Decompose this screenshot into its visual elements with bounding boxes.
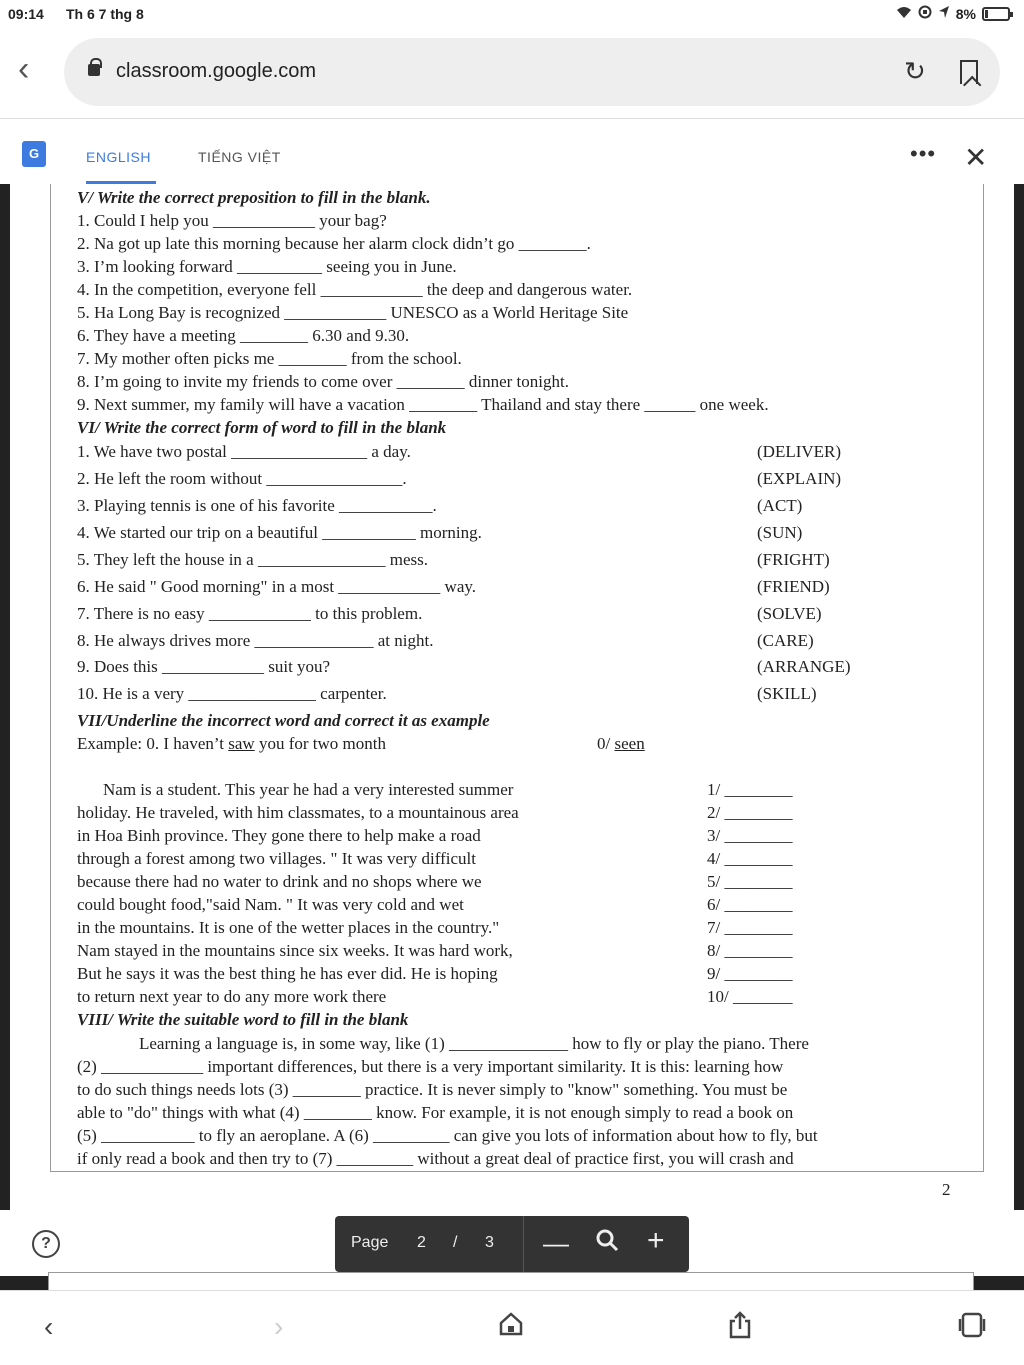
translate-icon: G [22,141,46,167]
answer-line: 7/ ________ [707,918,793,937]
document-page [10,184,1014,1210]
share-icon[interactable] [728,1311,752,1346]
passage-line: through a forest among two villages. " It was very difficult [77,849,476,868]
section-8-line: if only read a book and then try to (7) _________ without a great deal of practice first, you will crash and [77,1149,794,1168]
section-7-example-answer: 0/ seen [597,734,645,753]
help-icon[interactable]: ? [32,1230,60,1258]
section-6-word: (EXPLAIN) [757,469,842,488]
close-icon[interactable]: ✕ [964,142,988,173]
reload-icon[interactable]: ↻ [904,56,926,86]
section-6-item: 9. Does this ____________ suit you? [77,657,331,676]
tab-vietnamese[interactable]: TIẾNG VIỆT [198,149,281,165]
section-5-line: 5. Ha Long Bay is recognized ____________ UNESCO as a World Heritage Site [77,303,629,322]
section-5-line: 7. My mother often picks me ________ from the school. [77,349,462,368]
section-6-item: 4. We started our trip on a beautiful ___________ morning. [77,523,482,542]
section-5-line: 2. Na got up late this morning because her alarm clock didn’t go ________. [77,234,591,253]
location-icon [938,5,950,22]
browser-back-icon[interactable]: ‹ [18,50,30,88]
section-6-word: (SKILL) [757,684,817,703]
page-number: 2 [942,1180,951,1199]
answer-line: 2/ ________ [707,803,793,822]
section-6-word: (SOLVE) [757,604,822,623]
section-7-example: Example: 0. I haven’t saw you for two month [77,734,386,753]
next-page-preview [48,1272,974,1292]
answer-line: 8/ ________ [707,941,793,960]
url-text[interactable]: classroom.google.com [116,60,317,82]
section-5-line: 1. Could I help you ____________ your bag? [77,211,387,230]
battery-icon [982,7,1010,21]
answer-line: 9/ ________ [707,964,793,983]
section-6-word: (ARRANGE) [757,657,851,676]
section-6-heading: VI/ Write the correct form of word to fill in the blank [77,418,447,437]
section-8-line: Learning a language is, in some way, like (1) ______________ how to fly or play the piano. There [139,1034,809,1053]
section-6-word: (FRIGHT) [757,550,830,569]
browser-bottom-bar [0,1290,1024,1365]
page-control-bar [335,1216,689,1272]
orientation-lock-icon [918,5,932,22]
current-page-input[interactable]: 2 [417,1234,426,1251]
passage-line: because there had no water to drink and no shops where we [77,872,482,891]
passage-line: But he says it was the best thing he has ever did. He is hoping [77,964,498,983]
document-viewer [0,184,1024,1290]
section-6-item: 3. Playing tennis is one of his favorite ___________. [77,496,437,515]
section-5-line: 3. I’m looking forward __________ seeing you in June. [77,257,457,276]
tab-english[interactable]: ENGLISH [86,149,151,165]
passage-line: Nam is a student. This year he had a very interested summer [103,780,514,799]
section-6-item: 2. He left the room without ________________. [77,469,407,488]
section-6-word: (FRIEND) [757,577,830,596]
section-8-line: (5) ___________ to fly an aeroplane. A (6) _________ can give you lots of information about how to fly, but [77,1126,818,1145]
home-icon[interactable] [498,1311,524,1344]
back-arrow-icon[interactable]: ‹ [44,1311,54,1342]
section-6-item: 7. There is no easy ____________ to this problem. [77,604,423,623]
answer-line: 10/ _______ [707,987,793,1006]
page-label: Page [351,1234,389,1251]
zoom-out-icon[interactable]: — [543,1228,569,1258]
passage-line: in Hoa Binh province. They gone there to help make a road [77,826,481,845]
translate-toolbar [0,118,1024,184]
bookmark-icon[interactable] [960,60,978,84]
section-6-word: (SUN) [757,523,803,542]
answer-line: 6/ ________ [707,895,793,914]
section-6-word: (CARE) [757,631,814,650]
tabs-icon[interactable] [958,1311,986,1348]
viewer-controls [0,1210,1024,1276]
section-5-heading: V/ Write the correct preposition to fill in the blank. [77,188,431,207]
total-pages: 3 [485,1234,494,1251]
status-time: 09:14 [8,6,44,22]
section-7-heading: VII/Underline the incorrect word and correct it as example [77,711,490,730]
section-8-line: to do such things needs lots (3) ________ practice. It is never simply to "know" something. You must be [77,1080,788,1099]
section-5-line: 8. I’m going to invite my friends to come over ________ dinner tonight. [77,372,569,391]
section-6-item: 5. They left the house in a _______________ mess. [77,550,428,569]
zoom-icon[interactable] [595,1228,619,1259]
passage-line: in the mountains. It is one of the wetter places in the country." [77,918,500,937]
status-bar [0,0,1024,30]
section-5-line: 9. Next summer, my family will have a vacation ________ Thailand and stay there ______ one week. [77,395,769,414]
passage-line: could bought food,"said Nam. " It was very cold and wet [77,895,464,914]
section-6-word: (DELIVER) [757,442,842,461]
wifi-icon [896,5,912,22]
section-6-item: 6. He said " Good morning" in a most ____________ way. [77,577,477,596]
section-6-item: 8. He always drives more ______________ at night. [77,631,434,650]
passage-line: Nam stayed in the mountains since six weeks. It was hard work, [77,941,513,960]
section-6-item: 10. He is a very _______________ carpenter. [77,684,387,703]
section-8-line: (2) ____________ important differences, but there is a very important similarity. It is this: learning how [77,1057,784,1076]
section-8-heading: VIII/ Write the suitable word to fill in the blank [77,1010,409,1029]
forward-arrow-icon[interactable]: › [274,1311,284,1342]
passage-line: holiday. He traveled, with him classmates, to a mountainous area [77,803,519,822]
more-options-icon[interactable]: ••• [910,141,937,166]
page-separator: / [453,1234,458,1251]
worksheet-box [50,184,984,1172]
section-6-item: 1. We have two postal ________________ a day. [77,442,411,461]
zoom-in-icon[interactable]: + [647,1224,665,1257]
section-8-line: able to "do" things with what (4) ________ know. For example, it is not enough simply to read a book on [77,1103,794,1122]
section-6-word: (ACT) [757,496,803,515]
example-incorrect-word: saw [228,734,255,753]
answer-line: 3/ ________ [707,826,793,845]
answer-line: 5/ ________ [707,872,793,891]
battery-percent: 8% [955,5,976,22]
passage-line: to return next year to do any more work there [77,987,387,1006]
answer-line: 4/ ________ [707,849,793,868]
section-5-line: 6. They have a meeting ________ 6.30 and 9.30. [77,326,410,345]
answer-line: 1/ ________ [707,780,793,799]
status-date: Th 6 7 thg 8 [66,6,144,22]
section-5-line: 4. In the competition, everyone fell ____________ the deep and dangerous water. [77,280,633,299]
lock-icon [88,64,100,76]
